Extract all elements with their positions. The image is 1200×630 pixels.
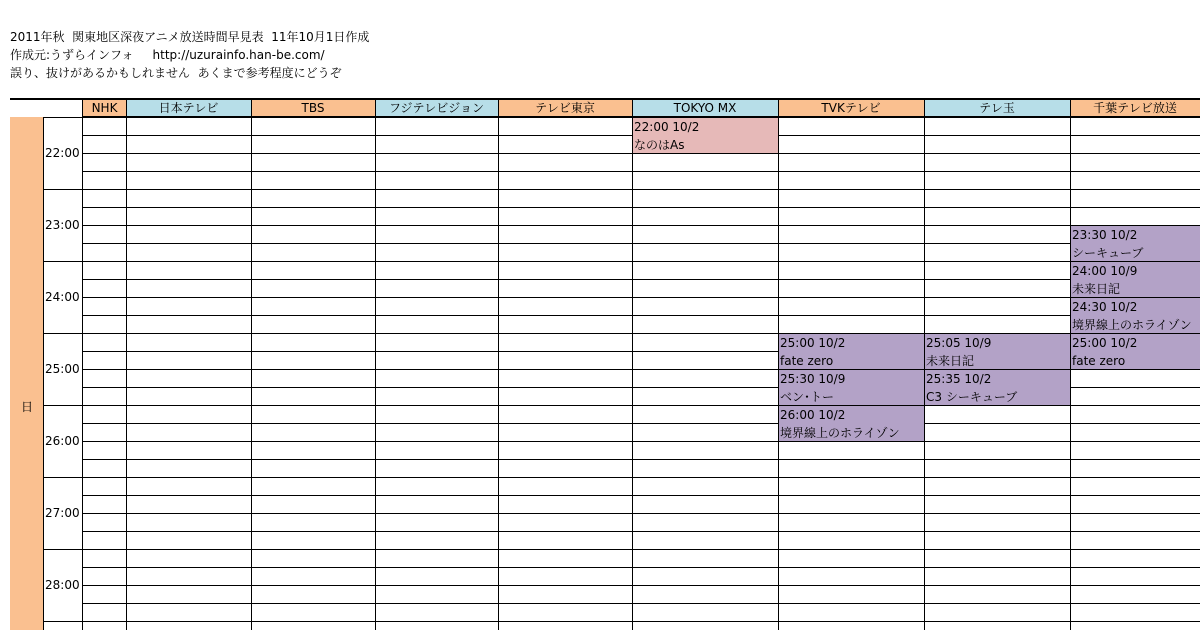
program-time: 25:00 10/2 (780, 336, 846, 350)
program-title: 境界線上のホライゾン (780, 426, 900, 440)
time-label-2600: 26:00 (45, 434, 80, 448)
program-time: 25:05 10/9 (926, 336, 992, 350)
hour-line (44, 405, 83, 406)
column-line (375, 98, 376, 630)
program-title: 境界線上のホライゾン (1072, 318, 1192, 332)
hour-line (44, 333, 83, 334)
column-line (632, 98, 633, 630)
program-title: fate zero (1072, 354, 1126, 368)
hour-line (44, 477, 83, 478)
program-block[interactable] (1071, 226, 1200, 261)
program-time: 25:00 10/2 (1072, 336, 1138, 350)
program-block[interactable] (1071, 298, 1200, 333)
channel-header-6: TOKYO MX (632, 100, 778, 117)
sheet-note: 誤り、抜けがあるかもしれません あくまで参考程度にどうぞ (10, 66, 342, 80)
program-block[interactable] (779, 406, 924, 441)
sheet-title: 2011年秋 関東地区深夜アニメ放送時間早見表 11年10月1日作成 (10, 30, 370, 44)
program-block[interactable] (1071, 262, 1200, 297)
hour-line (44, 261, 83, 262)
channel-header-4: フジテレビジョン (375, 100, 498, 117)
program-title: ベン･トー (780, 390, 835, 404)
hour-line (44, 117, 83, 118)
program-time: 25:35 10/2 (926, 372, 992, 386)
program-title: 未来日記 (1072, 282, 1121, 296)
program-time: 24:00 10/9 (1072, 264, 1138, 278)
time-label-2200: 22:00 (45, 146, 80, 160)
time-label-2700: 27:00 (45, 506, 80, 520)
program-block[interactable] (925, 334, 1070, 369)
channel-header-8: テレ玉 (924, 100, 1070, 117)
program-title: C3 シーキューブ (926, 390, 1018, 404)
column-line (126, 98, 127, 630)
channel-header-1: NHK (83, 100, 126, 117)
program-title: 未来日記 (926, 354, 975, 368)
sheet-author: 作成元:うずらインフォ http://uzurainfo.han-be.com/ (10, 48, 325, 62)
hour-line (44, 549, 83, 550)
column-line (498, 98, 499, 630)
time-label-2500: 25:00 (45, 362, 80, 376)
program-block[interactable] (779, 334, 924, 369)
program-time: 24:30 10/2 (1072, 300, 1138, 314)
program-block[interactable] (633, 118, 778, 153)
time-label-2800: 28:00 (45, 578, 80, 592)
program-block[interactable] (925, 370, 1070, 405)
program-title: シーキューブ (1072, 246, 1144, 260)
program-title: fate zero (780, 354, 834, 368)
channel-header-2: 日本テレビ (126, 100, 251, 117)
column-line (251, 98, 252, 630)
channel-header-9: 千葉テレビ放送 (1070, 100, 1200, 117)
program-block[interactable] (1071, 334, 1200, 369)
program-block[interactable] (779, 370, 924, 405)
time-label-2400: 24:00 (45, 290, 80, 304)
program-time: 25:30 10/9 (780, 372, 846, 386)
program-title: なのはAs (634, 138, 685, 152)
day-band (10, 117, 44, 630)
time-label-2300: 23:00 (45, 218, 80, 232)
channel-header-5: テレビ東京 (498, 100, 632, 117)
channel-header-3: TBS (251, 100, 375, 117)
channel-header-7: TVKテレビ (778, 100, 924, 117)
program-time: 26:00 10/2 (780, 408, 846, 422)
day-label: 日 (20, 400, 33, 414)
time-column-right-border (82, 98, 83, 630)
hour-line (44, 189, 83, 190)
program-time: 23:30 10/2 (1072, 228, 1138, 242)
hour-line (44, 621, 83, 622)
program-time: 22:00 10/2 (634, 120, 700, 134)
